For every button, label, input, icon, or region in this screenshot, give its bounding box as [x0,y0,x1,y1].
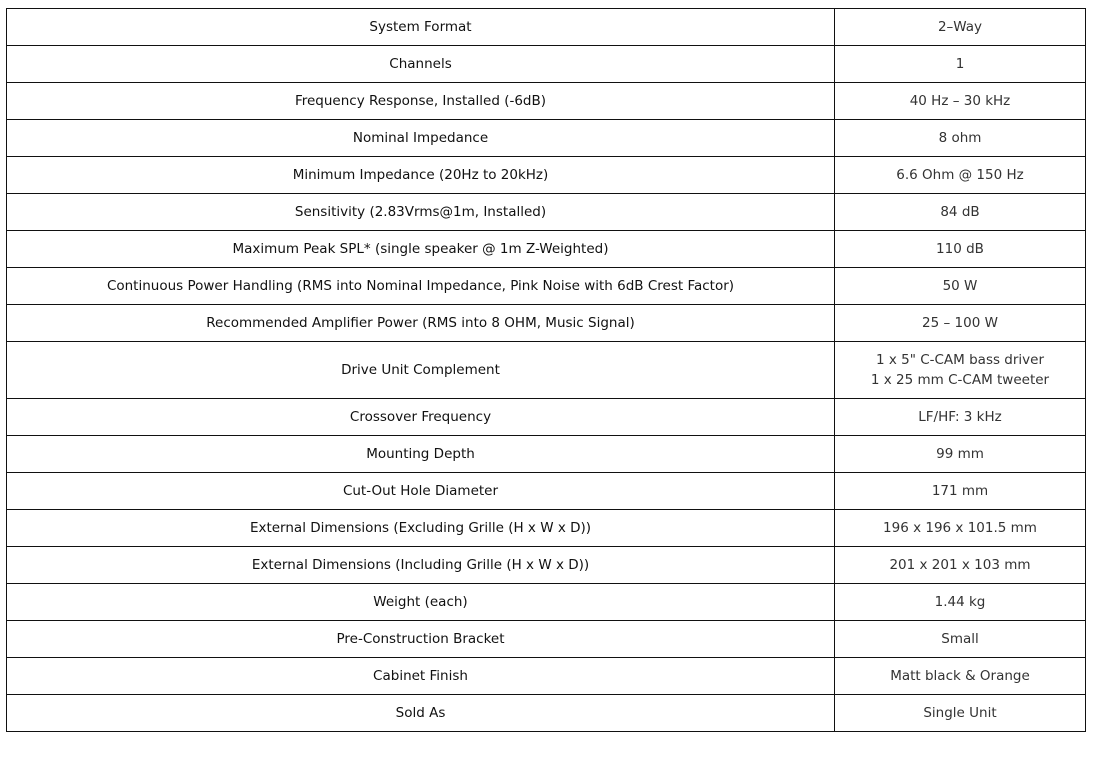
spec-row-sold-as [7,695,1086,732]
spec-value: 84 dB [835,194,1086,231]
spec-value: 40 Hz – 30 kHz [835,83,1086,120]
spec-value-line: 1 x 25 mm C-CAM tweeter [870,372,1050,388]
spec-label: Frequency Response, Installed (-6dB) [7,83,835,120]
spec-row-dimensions-excluding-grille [7,510,1086,547]
spec-label: Cabinet Finish [7,658,835,695]
spec-label: Maximum Peak SPL* (single speaker @ 1m Z-Weighted) [7,231,835,268]
spec-row-system-format [7,9,1086,46]
spec-value: LF/HF: 3 kHz [835,399,1086,436]
spec-label: System Format [7,9,835,46]
spec-row-cabinet-finish [7,658,1086,695]
spec-row-recommended-amp-power [7,305,1086,342]
spec-row-cutout-diameter [7,473,1086,510]
spec-row-max-peak-spl [7,231,1086,268]
spec-row-mounting-depth [7,436,1086,473]
spec-label: Crossover Frequency [7,399,835,436]
spec-label: Cut-Out Hole Diameter [7,473,835,510]
spec-row-continuous-power [7,268,1086,305]
spec-row-dimensions-including-grille [7,547,1086,584]
spec-row-frequency-response [7,83,1086,120]
spec-table-body [7,9,1086,732]
spec-value: 2–Way [835,9,1086,46]
spec-value: 201 x 201 x 103 mm [835,547,1086,584]
spec-row-nominal-impedance [7,120,1086,157]
spec-row-minimum-impedance [7,157,1086,194]
spec-label: Weight (each) [7,584,835,621]
spec-label: Channels [7,46,835,83]
spec-row-sensitivity [7,194,1086,231]
spec-value: 1.44 kg [835,584,1086,621]
spec-label: Sensitivity (2.83Vrms@1m, Installed) [7,194,835,231]
spec-table [6,8,1086,732]
spec-value: 25 – 100 W [835,305,1086,342]
spec-label: Drive Unit Complement [7,342,835,399]
spec-row-channels [7,46,1086,83]
spec-label: External Dimensions (Including Grille (H x W x D)) [7,547,835,584]
spec-value: 6.6 Ohm @ 150 Hz [835,157,1086,194]
spec-label: Mounting Depth [7,436,835,473]
spec-value: Single Unit [835,695,1086,732]
spec-value [835,342,1086,399]
spec-value: Small [835,621,1086,658]
spec-row-weight [7,584,1086,621]
spec-label: Minimum Impedance (20Hz to 20kHz) [7,157,835,194]
spec-value: Matt black & Orange [835,658,1086,695]
spec-label: Sold As [7,695,835,732]
spec-row-drive-units [7,342,1086,399]
spec-row-crossover [7,399,1086,436]
spec-value: 1 [835,46,1086,83]
spec-value: 110 dB [835,231,1086,268]
spec-value: 99 mm [835,436,1086,473]
spec-label: Continuous Power Handling (RMS into Nominal Impedance, Pink Noise with 6dB Crest Factor) [7,268,835,305]
spec-label: Recommended Amplifier Power (RMS into 8 OHM, Music Signal) [7,305,835,342]
spec-label: Nominal Impedance [7,120,835,157]
spec-value: 196 x 196 x 101.5 mm [835,510,1086,547]
spec-value-line: 1 x 5" C-CAM bass driver [875,352,1045,368]
spec-label: External Dimensions (Excluding Grille (H x W x D)) [7,510,835,547]
spec-row-bracket [7,621,1086,658]
spec-value: 8 ohm [835,120,1086,157]
spec-value: 50 W [835,268,1086,305]
spec-label: Pre-Construction Bracket [7,621,835,658]
spec-value: 171 mm [835,473,1086,510]
